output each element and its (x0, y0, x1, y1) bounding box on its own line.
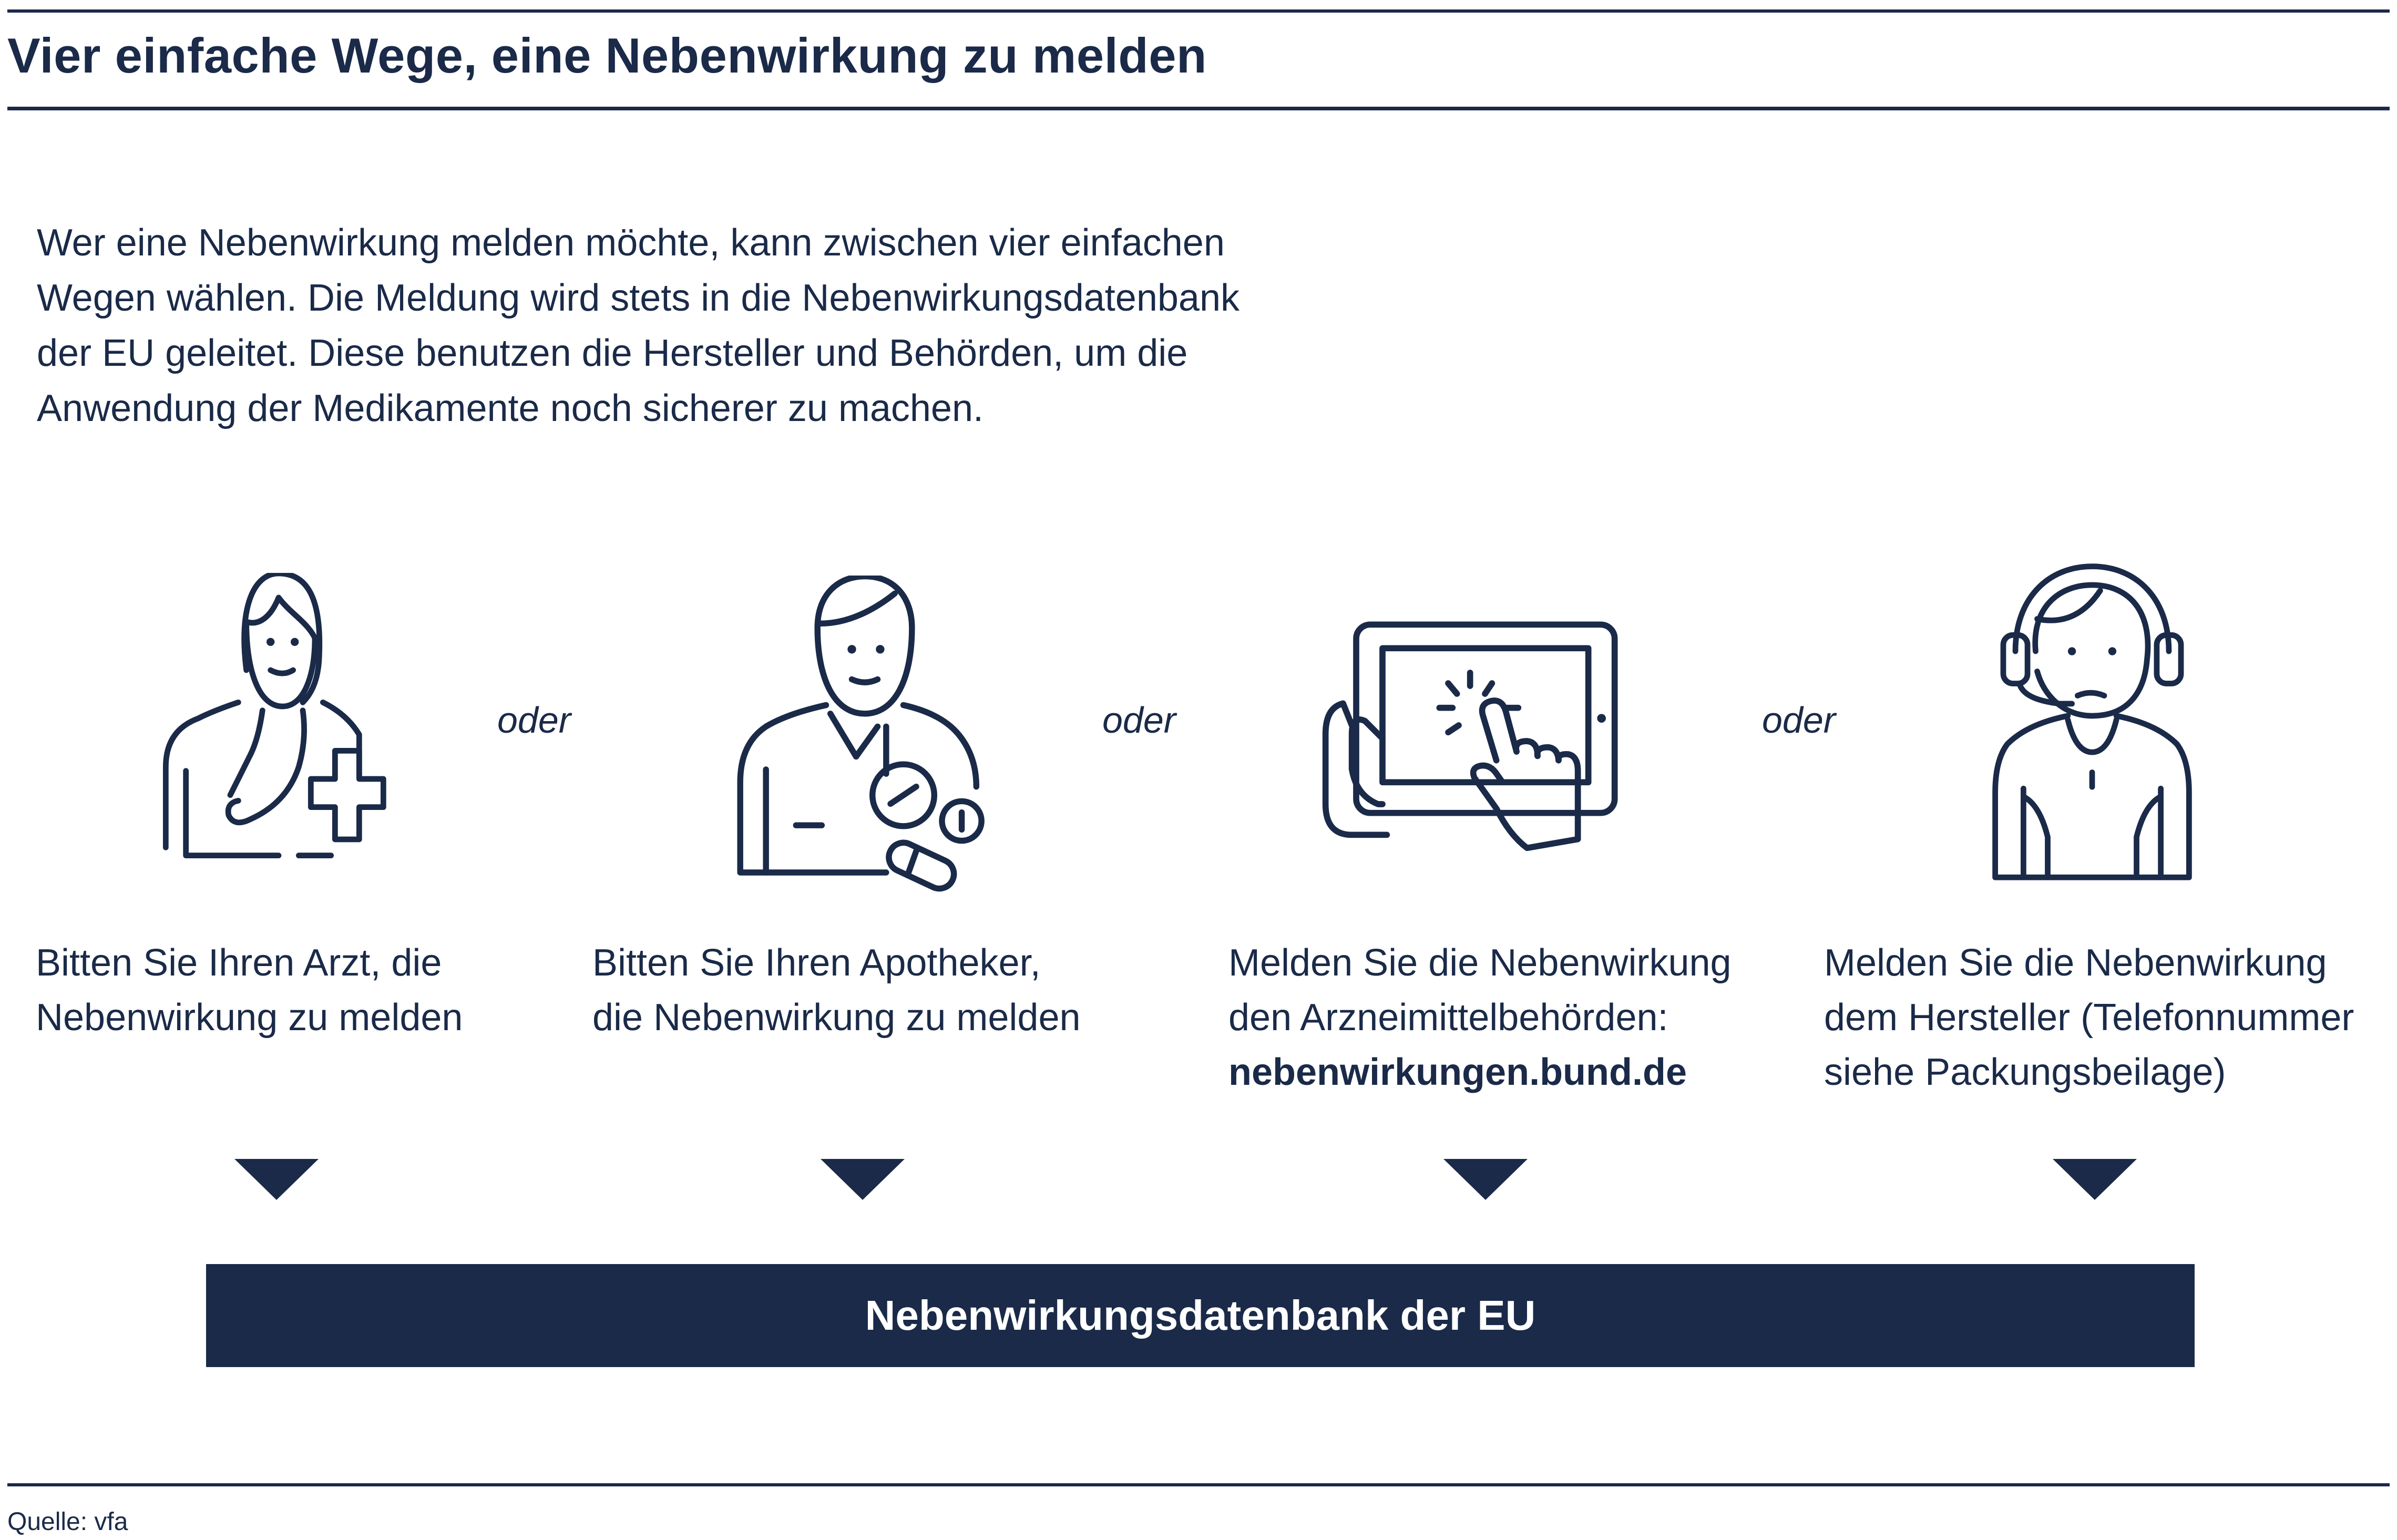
caption-line: die Nebenwirkung zu melden (592, 997, 1081, 1039)
page-title: Vier einfache Wege, eine Nebenwirkung zu melden (7, 28, 1207, 83)
caption-line: den Arzneimittelbehörden: (1228, 997, 1668, 1039)
down-arrow-icon (234, 1159, 319, 1200)
caption-line: Melden Sie die Nebenwirkung (1824, 942, 2327, 984)
intro-line: Anwendung der Medikamente noch sicherer zu machen. (37, 387, 984, 429)
database-bar (206, 1264, 2195, 1367)
intro-line: Wer eine Nebenwirkung melden möchte, kann zwischen vier einfachen (37, 222, 1225, 264)
caption-behoerden (1228, 936, 1732, 1100)
caption-hersteller (1824, 936, 2354, 1100)
call-center-icon (1987, 562, 2197, 894)
separator-oder-1: oder (497, 700, 571, 741)
caption-apotheker (592, 936, 1081, 1045)
top-rule (7, 9, 2390, 13)
caption-line: Bitten Sie Ihren Apotheker, (592, 942, 1041, 984)
doctor-icon (158, 573, 400, 888)
source-note: Quelle: vfa (7, 1508, 128, 1536)
database-label: Nebenwirkungsdatenbank der EU (865, 1292, 1536, 1339)
bottom-rule (7, 1483, 2390, 1486)
caption-line: Melden Sie die Nebenwirkung (1228, 942, 1732, 984)
pharmacist-icon (736, 576, 993, 912)
down-arrow-icon (1443, 1159, 1528, 1200)
down-arrow-icon (2053, 1159, 2137, 1200)
intro-line: der EU geleitet. Diese benutzen die Hersteller und Behörden, um die (37, 332, 1188, 374)
intro-text (37, 215, 1298, 436)
website-link[interactable]: nebenwirkungen.bund.de (1228, 1051, 1687, 1093)
separator-oder-2: oder (1102, 700, 1176, 741)
caption-arzt (36, 936, 463, 1045)
caption-line: dem Hersteller (Telefonnummer (1824, 997, 2354, 1039)
down-arrow-icon (821, 1159, 905, 1200)
title-rule (7, 107, 2390, 110)
separator-oder-3: oder (1762, 700, 1836, 741)
tablet-icon (1317, 620, 1632, 888)
caption-line: siehe Packungsbeilage) (1824, 1051, 2226, 1093)
intro-line: Wegen wählen. Die Meldung wird stets in die Nebenwirkungsdatenbank (37, 277, 1240, 319)
caption-line: Nebenwirkung zu melden (36, 997, 463, 1039)
caption-line: Bitten Sie Ihren Arzt, die (36, 942, 442, 984)
